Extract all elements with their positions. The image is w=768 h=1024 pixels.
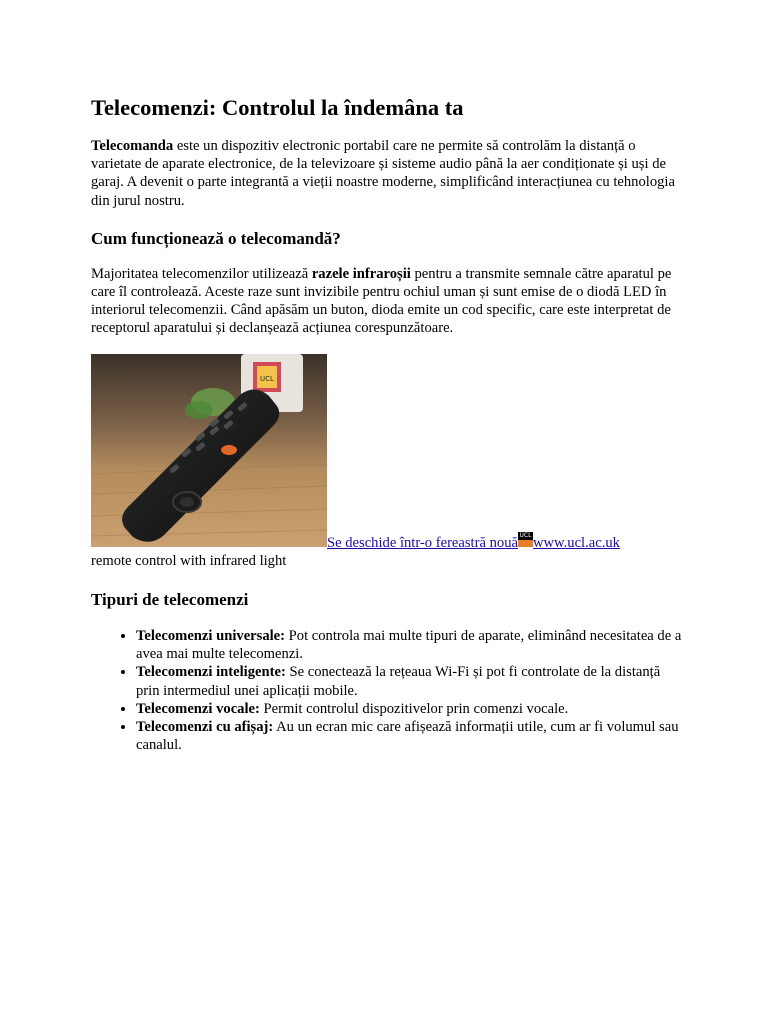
intro-paragraph: [91, 137, 683, 210]
list-item-title: Telecomenzi vocale:: [136, 700, 260, 717]
open-new-window-link[interactable]: Se deschide într-o fereastră nouă: [327, 534, 518, 551]
list-item-text: Pot controla mai multe tipuri de aparate, eliminând necesitatea de a avea mai multe telecomenzi.: [136, 628, 682, 663]
list-item-text: Permit controlul dispozitivelor prin comenzi vocale.: [259, 700, 569, 717]
figure-caption: remote control with infrared light: [91, 552, 287, 569]
list-item-text: Se conectează la rețeaua Wi-Fi și pot fi controlate de la distanță prin intermediul unei aplicații mobile.: [136, 664, 661, 699]
how-text-after: pentru a transmite semnale către aparatul pe care îl controlează. Aceste raze sunt invizibile pentru ochiul uman și sunt emise de o diodă LED în interiorul telecomenzii. Când apăsăm un buton, dioda emite un cod specific, care este interpretat de receptorul aparatului și declanșează acțiunea corespunzătoare.: [91, 265, 672, 337]
remote-control-illustration: [91, 354, 327, 547]
types-heading: Tipuri de telecomenzi: [91, 590, 249, 610]
favicon-label: UCL: [519, 531, 532, 539]
list-item-title: Telecomenzi cu afișaj:: [136, 719, 274, 736]
remote-control-photo[interactable]: [91, 354, 327, 547]
ucl-favicon-icon: [518, 532, 533, 547]
figure: [91, 354, 683, 570]
list-item-title: Telecomenzi universale:: [136, 628, 286, 645]
list-item: [136, 627, 683, 663]
how-it-works-heading: Cum funcționează o telecomandă?: [91, 228, 341, 248]
list-item: [136, 718, 683, 754]
how-text-before: Majoritatea telecomenzilor utilizează: [91, 265, 312, 282]
source-link[interactable]: www.ucl.ac.uk: [532, 534, 620, 551]
types-list: [91, 627, 683, 754]
how-bold-term: razele infraroșii: [311, 265, 411, 282]
document-page: [91, 94, 683, 754]
list-item-title: Telecomenzi inteligente:: [136, 664, 286, 681]
list-item-text: Au un ecran mic care afișează informații utile, cum ar fi volumul sau canalul.: [136, 719, 679, 754]
list-item: [136, 700, 683, 718]
list-item: [136, 663, 683, 699]
how-it-works-paragraph: [91, 265, 683, 338]
mug-label: UCL: [260, 374, 274, 383]
favicon-accent-bar: [518, 540, 533, 547]
intro-text: este un dispozitiv electronic portabil care ne permite să controlăm la distanță o varietate de aparate electronice, de la televizoare și sisteme audio până la aer condiționate și uși de garaj. A devenit o parte integrantă a vieții noastre moderne, simplificând interacțiunea cu tehnologia din jurul nostru.: [91, 138, 675, 209]
page-title: Telecomenzi: Controlul la îndemâna ta: [91, 95, 464, 120]
intro-bold-term: Telecomanda: [91, 138, 174, 154]
